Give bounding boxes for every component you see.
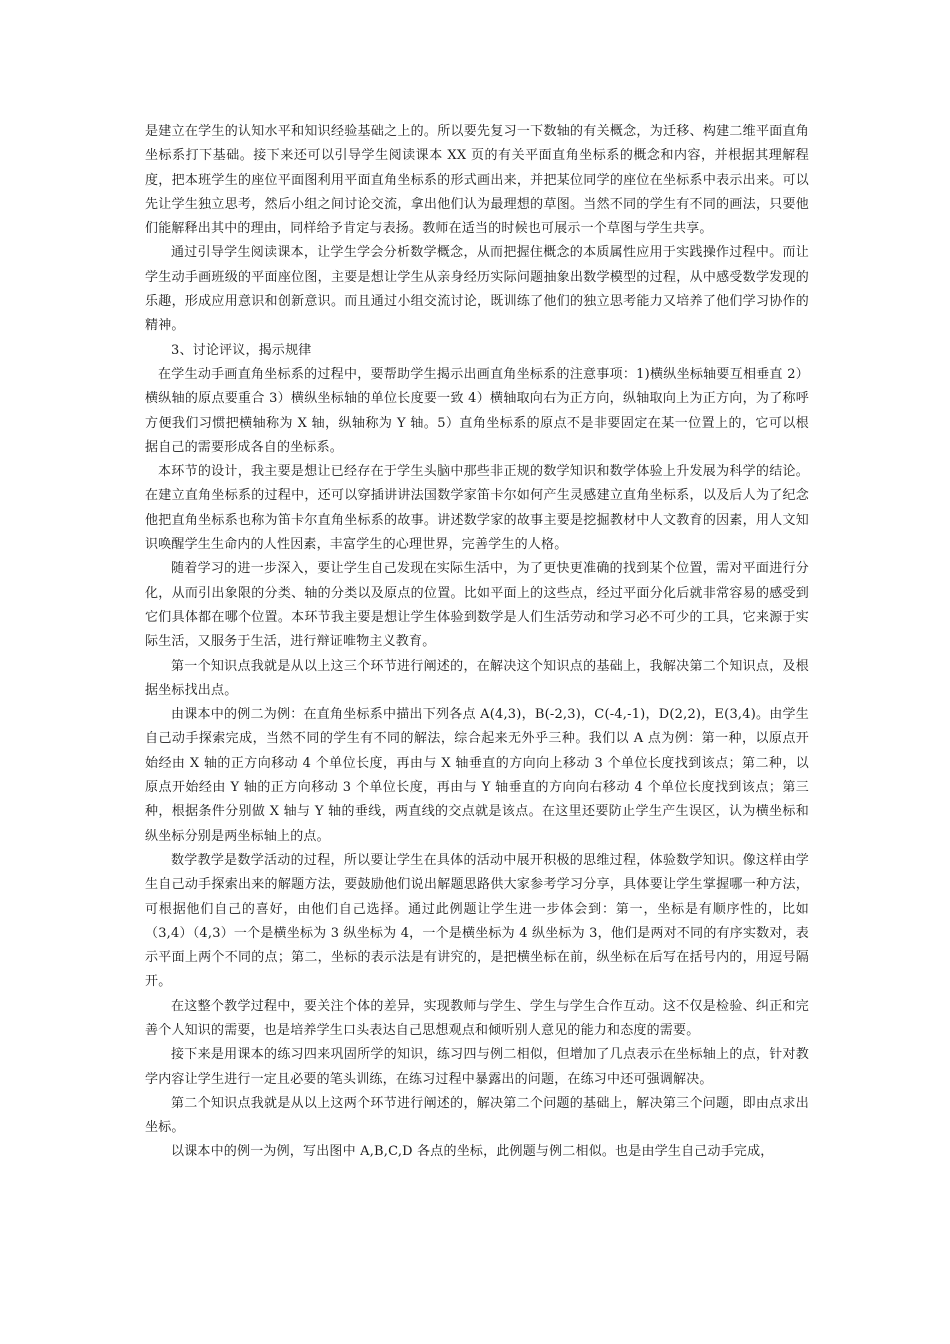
paragraph-13: 以课本中的例一为例，写出图中 A,B,C,D 各点的坐标，此例题与例二相似。也是由学生自己动手完成， — [171, 1144, 774, 1160]
paragraph-10: 在这整个教学过程中，要关注个体的差异，实现教师与学生、学生与学生合作互动。这不仅是检验、纠正和完善个人知识的需要，也是培养学生口头表达自己思想观点和倾听别人意见的能力和态度的需要。 — [145, 998, 809, 1038]
section-heading-3: 3、讨论评议，揭示规律 — [171, 342, 312, 358]
document-body — [145, 120, 809, 1165]
paragraph-12: 第二个知识点我就是从以上这两个环节进行阐述的，解决第二个问题的基础上，解决第三个问题，即由点求出坐标。 — [145, 1095, 809, 1136]
paragraph-7: 第一个知识点我就是从以上这三个环节进行阐述的，在解决这个知识点的基础上，我解决第二个知识点，及根据坐标找出点。 — [145, 658, 809, 698]
paragraph-11: 接下来是用课本的练习四来巩固所学的知识，练习四与例二相似，但增加了几点表示在坐标轴上的点，针对教学内容让学生进行一定且必要的笔头训练，在练习过程中暴露出的问题，在练习中还可强调解决。 — [145, 1047, 809, 1087]
paragraph-2: 通过引导学生阅读课本，让学生学会分析数学概念，从而把握住概念的本质属性应用于实践操作过程中。而让学生动手画班级的平面座位图，主要是想让学生从亲身经历实际问题抽象出数学模型的过程，从中感受数学发现的乐趣，形成应用意识和创新意识。而且通过小组交流讨论，既训练了他们的独立思考能力又培养了他们学习协作的精神。 — [145, 245, 809, 334]
paragraph-4: 在学生动手画直角坐标系的过程中，要帮助学生揭示出画直角坐标系的注意事项：1)横纵坐标轴要互相垂直 2）横纵轴的原点要重合 3）横纵坐标轴的单位长度要一致 4）横轴取向右为正方向，纵轴取向上为正方向，为了称呼方便我们习惯把横轴称为 X 轴，纵轴称为 Y 轴。5）直角坐标系的原点不是非要固定在某一位置上的，它可以根据自己的需要形成各自的坐标系。 — [145, 366, 809, 455]
paragraph-1: 是建立在学生的认知水平和知识经验基础之上的。所以要先复习一下数轴的有关概念，为迁移、构建二维平面直角坐标系打下基础。接下来还可以引导学生阅读课本 XX 页的有关平面直角坐标系的概念和内容，并根据其理解程度，把本班学生的座位平面图利用平面直角坐标系的形式画出来，并把某位同学的座位在坐标系中表示出来。可以先让学生独立思考，然后小组之间讨论交流，拿出他们认为最理想的草图。当然不同的学生有不同的画法，只要他们能解释出其中的理由，同样给予肯定与表扬。教师在适当的时候也可展示一个草图与学生共享。 — [145, 124, 809, 237]
paragraph-6: 随着学习的进一步深入，要让学生自己发现在实际生活中，为了更快更准确的找到某个位置，需对平面进行分化，从而引出象限的分类、轴的分类以及原点的位置。比如平面上的这些点，经过平面分化后就非常容易的感受到它们具体都在哪个位置。本环节我主要是想让学生体验到数学是人们生活劳动和学习必不可少的工具，它来源于实际生活，又服务于生活，进行辩证唯物主义教育。 — [145, 561, 809, 650]
paragraph-8: 由课本中的例二为例：在直角坐标系中描出下列各点 A(4,3)，B(-2,3)，C(-4,-1)，D(2,2)，E(3,4)。由学生自己动手探索完成，当然不同的学生有不同的解法，综合起来无外乎三种。我们以 A 点为例：第一种，以原点开始经由 X 轴的正方向移动 4 个单位长度，再由与 X 轴垂直的方向向上移动 3 个单位长度找到该点；第二种，以原点开始经由 Y 轴的正方向移动 3 个单位长度，再由与 Y 轴垂直的方向向右移动 4 个单位长度找到该点；第三种，根据条件分别做 X 轴与 Y 轴的垂线，两直线的交点就是该点。在这里还要防止学生产生误区，认为横坐标和纵坐标分别是两坐标轴上的点。 — [145, 707, 809, 844]
paragraph-9: 数学教学是数学活动的过程，所以要让学生在具体的活动中展开积极的思维过程，体验数学知识。像这样由学生自己动手探索出来的解题方法，要鼓励他们说出解题思路供大家参考学习分享，具体要让学生掌握哪一种方法，可根据他们自己的喜好，由他们自己选择。通过此例题让学生进一步体会到：第一，坐标是有顺序性的，比如（3,4）（4,3）一个是横坐标为 3 纵坐标为 4，一个是横坐标为 4 纵坐标为 3，他们是两对不同的有序实数对，表示平面上两个不同的点；第二，坐标的表示法是有讲究的，是把横坐标在前，纵坐标在后写在括号内的，用逗号隔开。 — [145, 852, 809, 990]
paragraph-5: 本环节的设计，我主要是想让已经存在于学生头脑中那些非正规的数学知识和数学体验上升发展为科学的结论。在建立直角坐标系的过程中，还可以穿插讲讲法国数学家笛卡尔如何产生灵感建立直角坐标系，以及后人为了纪念他把直角坐标系也称为笛卡尔直角坐标系的故事。讲述数学家的故事主要是挖掘教材中人文教育的因素，用人文知识唤醒学生生命内的人性因素，丰富学生的心理世界，完善学生的人格。 — [145, 464, 809, 553]
